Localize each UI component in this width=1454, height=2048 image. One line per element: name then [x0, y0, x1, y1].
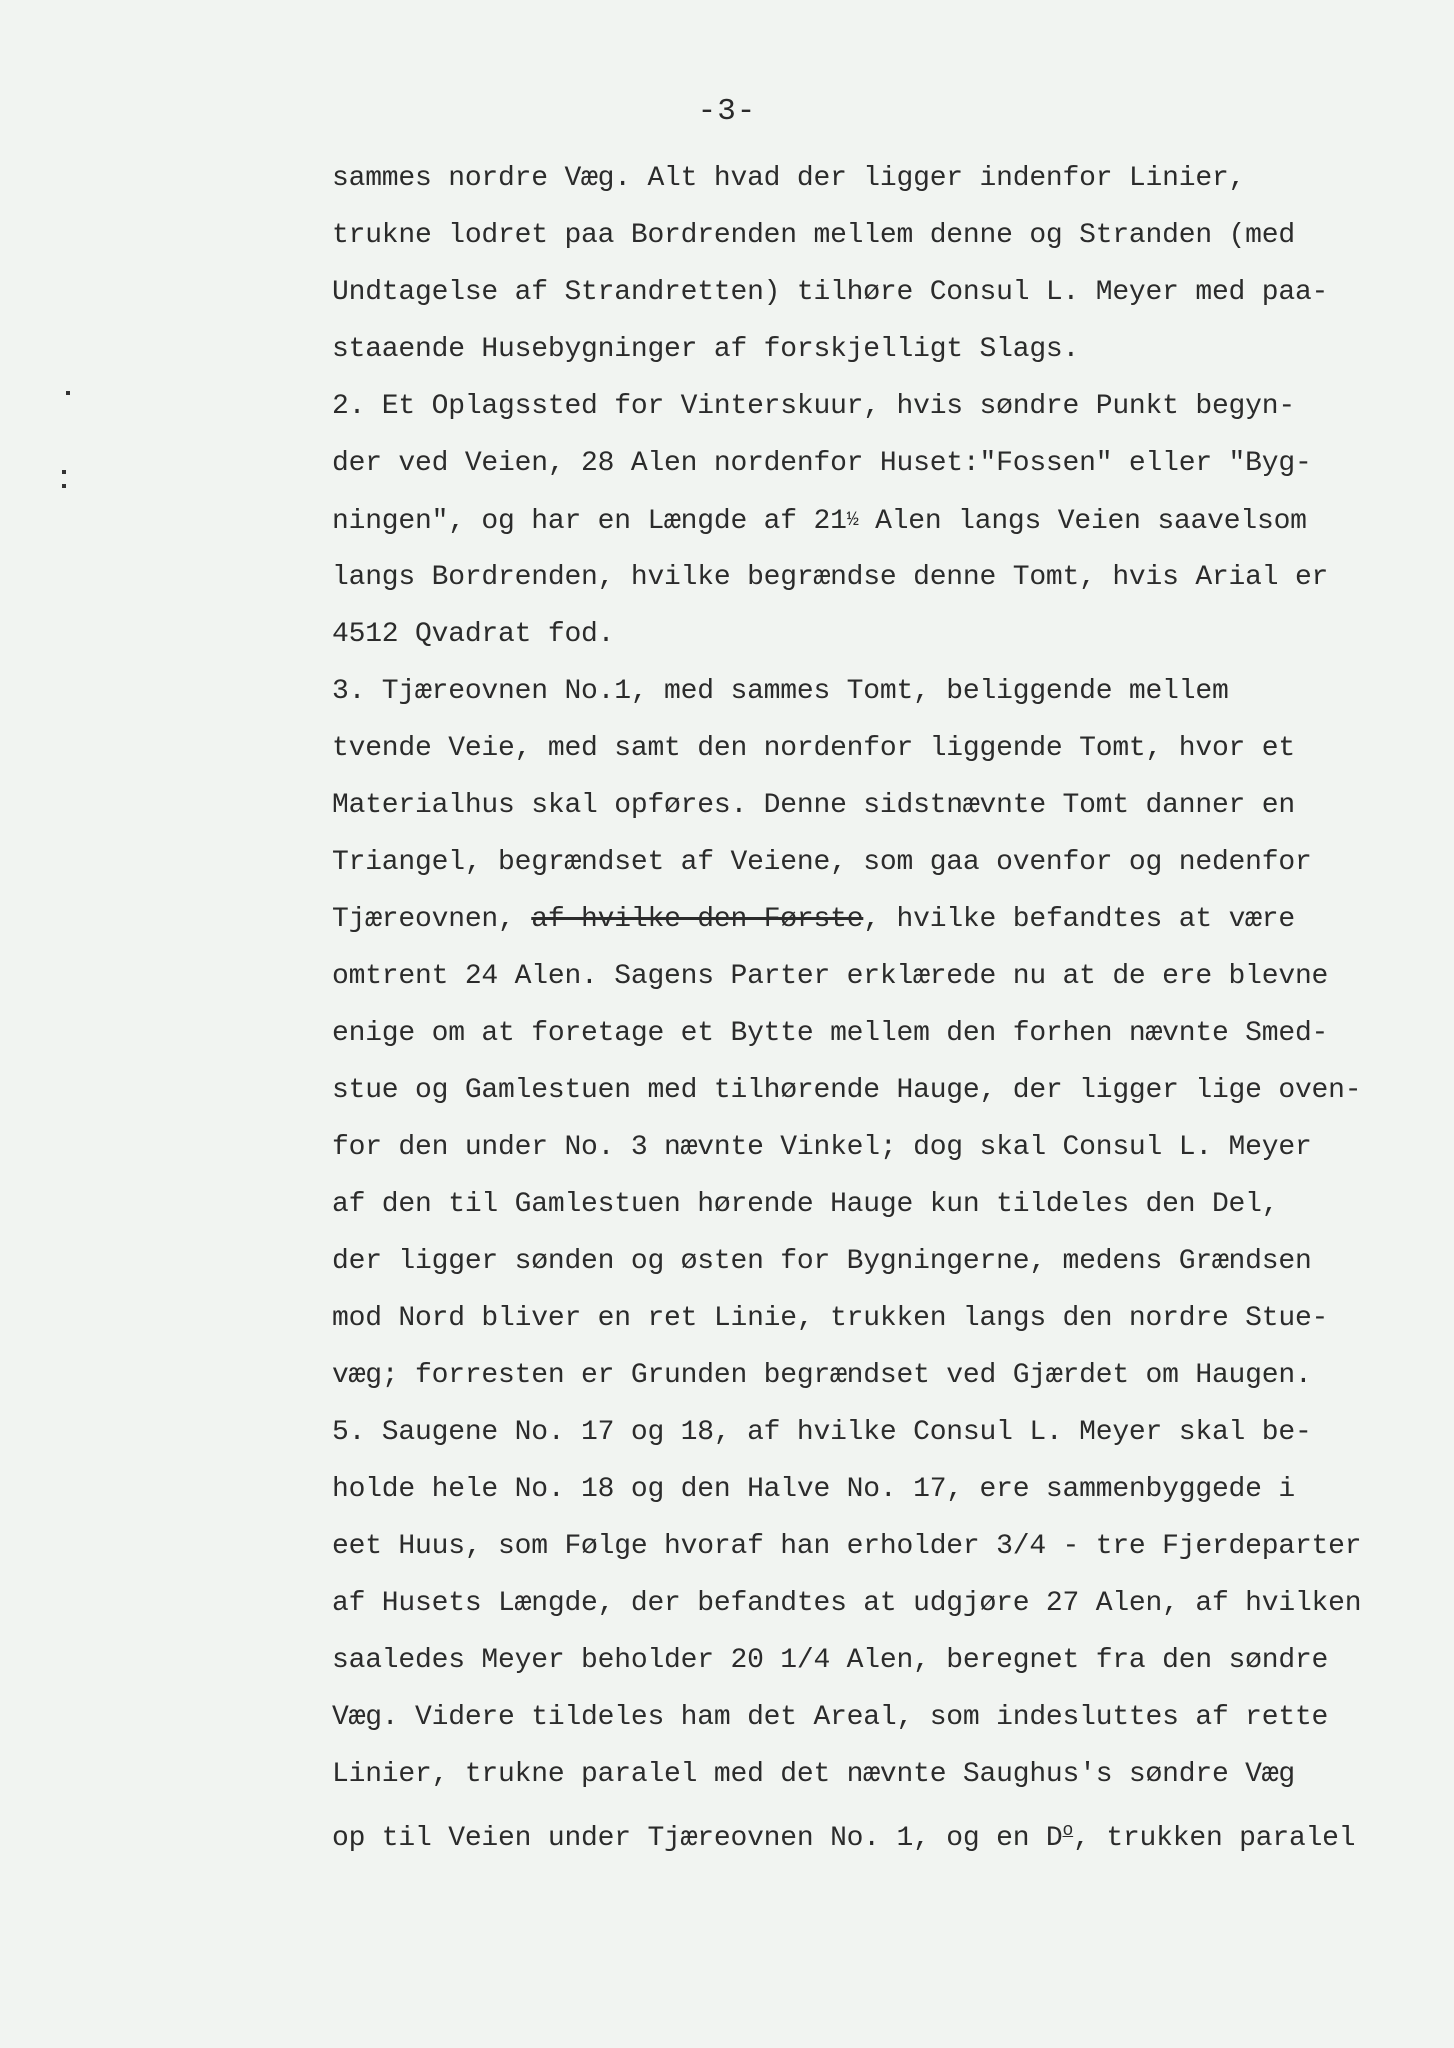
text-line: Triangel, begrændset af Veiene, som gaa ovenfor og nedenfor: [332, 847, 1312, 878]
struck-text: af hvilke den Første: [531, 904, 864, 935]
text-line: Undtagelse af Strandretten) tilhøre Consul L. Meyer med paa-: [332, 277, 1329, 308]
text-line: [332, 492, 1427, 549]
page-number: -3-: [697, 94, 757, 129]
text-line: 2. Et Oplagssted for Vinterskuur, hvis søndre Punkt begyn-: [332, 391, 1295, 422]
text-line: 5. Saugene No. 17 og 18, af hvilke Consul L. Meyer skal be-: [332, 1417, 1312, 1448]
text-line: saaledes Meyer beholder 20 1/4 Alen, beregnet fra den søndre: [332, 1645, 1329, 1676]
text-line: væg; forresten er Grunden begrændset ved Gjærdet om Haugen.: [332, 1360, 1312, 1391]
text-line: af Husets Længde, der befandtes at udgjøre 27 Alen, af hvilken: [332, 1588, 1362, 1619]
margin-mark: [66, 391, 70, 395]
text-line: tvende Veie, med samt den nordenfor liggende Tomt, hvor et: [332, 733, 1295, 764]
text-line: enige om at foretage et Bytte mellem den forhen nævnte Smed-: [332, 1018, 1329, 1049]
text-line: mod Nord bliver en ret Linie, trukken langs den nordre Stue-: [332, 1303, 1329, 1334]
text-segment: , hvilke befandtes at være: [863, 904, 1295, 935]
document-body: [332, 150, 1427, 1860]
text-line: Materialhus skal opføres. Denne sidstnævnte Tomt danner en: [332, 790, 1295, 821]
text-segment: , trukken paralel: [1073, 1823, 1356, 1854]
text-segment: Tjæreovnen,: [332, 904, 515, 935]
superscript: o: [1062, 1821, 1074, 1841]
text-segment: ningen", og har en Længde af 21: [332, 506, 847, 537]
text-line: staaende Husebygninger af forskjelligt Slags.: [332, 334, 1080, 365]
text-line: stue og Gamlestuen med tilhørende Hauge, der ligger lige oven-: [332, 1075, 1362, 1106]
text-line: 3. Tjæreovnen No.1, med sammes Tomt, beliggende mellem: [332, 676, 1229, 707]
text-line: Linier, trukne paralel med det nævnte Saughus's søndre Væg: [332, 1759, 1295, 1790]
text-line: holde hele No. 18 og den Halve No. 17, ere sammenbyggede i: [332, 1474, 1295, 1505]
text-line: 4512 Qvadrat fod.: [332, 619, 615, 650]
fraction: ½: [846, 509, 859, 532]
text-line: omtrent 24 Alen. Sagens Parter erklærede nu at de ere blevne: [332, 961, 1329, 992]
text-line: af den til Gamlestuen hørende Hauge kun tildeles den Del,: [332, 1189, 1279, 1220]
text-line: sammes nordre Væg. Alt hvad der ligger indenfor Linier,: [332, 163, 1246, 194]
text-line: trukne lodret paa Bordrenden mellem denne og Stranden (med: [332, 220, 1295, 251]
text-line: langs Bordrenden, hvilke begrændse denne Tomt, hvis Arial er: [332, 562, 1329, 593]
margin-mark: [62, 470, 66, 474]
text-segment: Alen langs Veien saavelsom: [858, 506, 1307, 537]
text-line: eet Huus, som Følge hvoraf han erholder 3/4 - tre Fjerdeparter: [332, 1531, 1362, 1562]
text-line: Væg. Videre tildeles ham det Areal, som indesluttes af rette: [332, 1702, 1329, 1733]
text-line: der ligger sønden og østen for Bygningerne, medens Grændsen: [332, 1246, 1312, 1277]
margin-mark: [62, 484, 66, 488]
text-line: for den under No. 3 nævnte Vinkel; dog skal Consul L. Meyer: [332, 1132, 1312, 1163]
text-line: [332, 1803, 1427, 1860]
text-segment: op til Veien under Tjæreovnen No. 1, og en D: [332, 1823, 1063, 1854]
text-line: der ved Veien, 28 Alen nordenfor Huset:"Fossen" eller "Byg-: [332, 448, 1312, 479]
text-line: [332, 891, 1427, 948]
